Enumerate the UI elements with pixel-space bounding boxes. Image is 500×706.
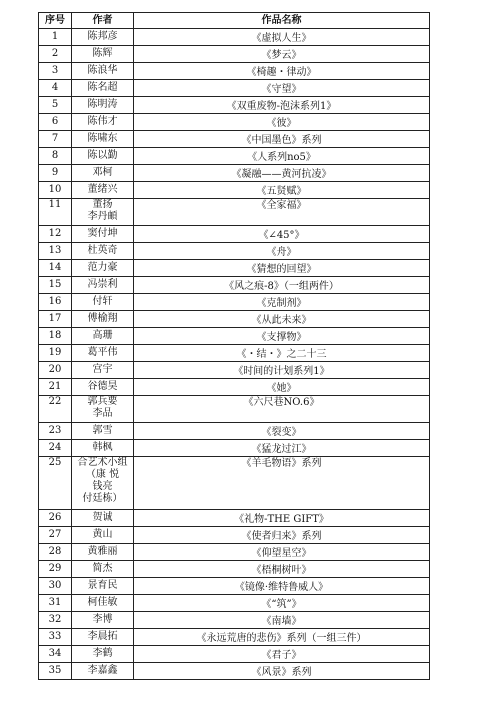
table-row bbox=[39, 561, 430, 578]
table-row bbox=[39, 97, 430, 114]
table-row bbox=[39, 80, 430, 97]
row-number: 21 bbox=[39, 379, 72, 396]
header-author: 作者 bbox=[72, 13, 134, 29]
author-cell: 贺诚 bbox=[72, 510, 134, 527]
table-row bbox=[39, 226, 430, 243]
row-number: 3 bbox=[39, 63, 72, 80]
author-cell: 傅榆翔 bbox=[72, 311, 134, 328]
work-title-cell: 《猜想的回望》 bbox=[134, 260, 430, 277]
row-number: 20 bbox=[39, 362, 72, 379]
work-title-cell: 《仰望星空》 bbox=[134, 544, 430, 561]
table-row bbox=[39, 457, 430, 510]
work-title-cell: 《梦云》 bbox=[134, 46, 430, 63]
work-title-cell: 《“筑”》 bbox=[134, 595, 430, 612]
author-cell: 邓柯 bbox=[72, 165, 134, 182]
row-number: 29 bbox=[39, 561, 72, 578]
author-cell: 陈以勤 bbox=[72, 148, 134, 165]
work-title-cell: 《虚拟人生》 bbox=[134, 29, 430, 46]
table-row bbox=[39, 29, 430, 46]
table-row bbox=[39, 578, 430, 595]
author-name: 郭兵要 bbox=[87, 396, 118, 407]
row-number: 25 bbox=[39, 457, 72, 510]
table-row bbox=[39, 131, 430, 148]
author-cell: 付轩 bbox=[72, 294, 134, 311]
row-number: 28 bbox=[39, 544, 72, 561]
author-cell bbox=[72, 199, 134, 226]
table-row bbox=[39, 243, 430, 260]
work-title-cell: 《五贤赋》 bbox=[134, 182, 430, 199]
author-cell: 李晨拓 bbox=[72, 629, 134, 646]
row-number: 8 bbox=[39, 148, 72, 165]
work-title-cell: 《椅趣・律动》 bbox=[134, 63, 430, 80]
table-row bbox=[39, 423, 430, 440]
row-number: 11 bbox=[39, 199, 72, 226]
work-title-cell: 《裂变》 bbox=[134, 423, 430, 440]
work-title-cell: 《她》 bbox=[134, 379, 430, 396]
row-number: 27 bbox=[39, 527, 72, 544]
table-row bbox=[39, 510, 430, 527]
work-title-cell: 《镜像·维特鲁威人》 bbox=[134, 578, 430, 595]
author-cell: 景育民 bbox=[72, 578, 134, 595]
row-number: 26 bbox=[39, 510, 72, 527]
table-body bbox=[39, 29, 430, 680]
row-number: 6 bbox=[39, 114, 72, 131]
work-title-cell: 《・结・》之二十三 bbox=[134, 345, 430, 362]
work-title-cell: 《猛龙过江》 bbox=[134, 440, 430, 457]
work-title-cell: 《使者归来》系列 bbox=[134, 527, 430, 544]
row-number: 15 bbox=[39, 277, 72, 294]
works-table bbox=[38, 12, 430, 680]
work-title-cell: 《舟》 bbox=[134, 243, 430, 260]
work-title-cell: 《双重废物-泡沫系列1》 bbox=[134, 97, 430, 114]
author-cell: 郭雪 bbox=[72, 423, 134, 440]
author-cell: 陈明涛 bbox=[72, 97, 134, 114]
table-row bbox=[39, 277, 430, 294]
row-number: 12 bbox=[39, 226, 72, 243]
author-cell: 简杰 bbox=[72, 561, 134, 578]
author-cell: 范力豪 bbox=[72, 260, 134, 277]
header-title: 作品名称 bbox=[134, 13, 430, 29]
table-row bbox=[39, 379, 430, 396]
row-number: 4 bbox=[39, 80, 72, 97]
header-no: 序号 bbox=[39, 13, 72, 29]
work-title-cell: 《风景》系列 bbox=[134, 663, 430, 680]
row-number: 13 bbox=[39, 243, 72, 260]
row-number: 17 bbox=[39, 311, 72, 328]
row-number: 30 bbox=[39, 578, 72, 595]
table-row bbox=[39, 260, 430, 277]
author-name: 李丹頔 bbox=[87, 211, 118, 222]
table-row bbox=[39, 396, 430, 423]
author-name: 钱亮 bbox=[92, 481, 113, 492]
row-number: 9 bbox=[39, 165, 72, 182]
table-row bbox=[39, 595, 430, 612]
work-title-cell: 《从此未来》 bbox=[134, 311, 430, 328]
table-row bbox=[39, 46, 430, 63]
author-cell: 李鹤 bbox=[72, 646, 134, 663]
table-row bbox=[39, 345, 430, 362]
row-number: 7 bbox=[39, 131, 72, 148]
work-title-cell: 《永远荒唐的悲伤》系列（一组三件） bbox=[134, 629, 430, 646]
author-cell: 葛平伟 bbox=[72, 345, 134, 362]
table-row bbox=[39, 646, 430, 663]
work-title-cell: 《礼物-THE GIFT》 bbox=[134, 510, 430, 527]
row-number: 19 bbox=[39, 345, 72, 362]
work-title-cell: 《羊毛物语》系列 bbox=[134, 457, 430, 510]
table-row bbox=[39, 148, 430, 165]
table-row bbox=[39, 629, 430, 646]
author-cell: 柯佳敏 bbox=[72, 595, 134, 612]
row-number: 2 bbox=[39, 46, 72, 63]
work-title-cell: 《梧桐树叶》 bbox=[134, 561, 430, 578]
author-name: 董扬 bbox=[92, 199, 113, 210]
author-cell: 陈邦彦 bbox=[72, 29, 134, 46]
author-cell: 黄雅丽 bbox=[72, 544, 134, 561]
work-title-cell: 《全家福》 bbox=[134, 199, 430, 226]
author-cell: 宫宇 bbox=[72, 362, 134, 379]
author-cell: 陈啸东 bbox=[72, 131, 134, 148]
row-number: 1 bbox=[39, 29, 72, 46]
table-row bbox=[39, 114, 430, 131]
author-cell: 李嘉鑫 bbox=[72, 663, 134, 680]
work-title-cell: 《守望》 bbox=[134, 80, 430, 97]
row-number: 16 bbox=[39, 294, 72, 311]
table-row bbox=[39, 440, 430, 457]
author-cell bbox=[72, 457, 134, 510]
row-number: 23 bbox=[39, 423, 72, 440]
author-cell: 董绪兴 bbox=[72, 182, 134, 199]
table-row bbox=[39, 311, 430, 328]
work-title-cell: 《君子》 bbox=[134, 646, 430, 663]
work-title-cell: 《时间的计划系列1》 bbox=[134, 362, 430, 379]
author-cell: 谷德昊 bbox=[72, 379, 134, 396]
work-title-cell: 《风之痕-8》（一组两件） bbox=[134, 277, 430, 294]
author-cell bbox=[72, 396, 134, 423]
work-title-cell: 《南墙》 bbox=[134, 612, 430, 629]
row-number: 18 bbox=[39, 328, 72, 345]
table-row bbox=[39, 612, 430, 629]
row-number: 35 bbox=[39, 663, 72, 680]
author-cell: 韩枫 bbox=[72, 440, 134, 457]
row-number: 34 bbox=[39, 646, 72, 663]
author-cell: 陈伟才 bbox=[72, 114, 134, 131]
row-number: 10 bbox=[39, 182, 72, 199]
table-row bbox=[39, 199, 430, 226]
row-number: 5 bbox=[39, 97, 72, 114]
table-row bbox=[39, 294, 430, 311]
work-title-cell: 《克制剂》 bbox=[134, 294, 430, 311]
author-cell: 李博 bbox=[72, 612, 134, 629]
work-title-cell: 《彼》 bbox=[134, 114, 430, 131]
header-row bbox=[39, 13, 430, 29]
author-name: （康 悦 bbox=[85, 469, 120, 480]
author-cell: 窦付坤 bbox=[72, 226, 134, 243]
table-row bbox=[39, 165, 430, 182]
author-cell: 陈辉 bbox=[72, 46, 134, 63]
table-row bbox=[39, 663, 430, 680]
author-cell: 冯崇利 bbox=[72, 277, 134, 294]
author-name: 合艺术小组 bbox=[77, 457, 128, 468]
row-number: 33 bbox=[39, 629, 72, 646]
author-cell: 杜英奇 bbox=[72, 243, 134, 260]
row-number: 24 bbox=[39, 440, 72, 457]
work-title-cell: 《中国墨色》系列 bbox=[134, 131, 430, 148]
table-row bbox=[39, 328, 430, 345]
row-number: 32 bbox=[39, 612, 72, 629]
author-cell: 黄山 bbox=[72, 527, 134, 544]
row-number: 22 bbox=[39, 396, 72, 423]
author-cell: 陈名超 bbox=[72, 80, 134, 97]
table-row bbox=[39, 362, 430, 379]
author-name: 付廷栋） bbox=[82, 493, 123, 504]
table-row bbox=[39, 63, 430, 80]
table-row bbox=[39, 544, 430, 561]
row-number: 31 bbox=[39, 595, 72, 612]
table-row bbox=[39, 527, 430, 544]
work-title-cell: 《支撑物》 bbox=[134, 328, 430, 345]
author-name: 李品 bbox=[92, 408, 113, 419]
work-title-cell: 《凝融——黄河抗凌》 bbox=[134, 165, 430, 182]
work-title-cell: 《六尺巷NO.6》 bbox=[134, 396, 430, 423]
author-cell: 陈浪华 bbox=[72, 63, 134, 80]
row-number: 14 bbox=[39, 260, 72, 277]
author-cell: 高珊 bbox=[72, 328, 134, 345]
work-title-cell: 《∠45°》 bbox=[134, 226, 430, 243]
table-row bbox=[39, 182, 430, 199]
work-title-cell: 《人系列no5》 bbox=[134, 148, 430, 165]
